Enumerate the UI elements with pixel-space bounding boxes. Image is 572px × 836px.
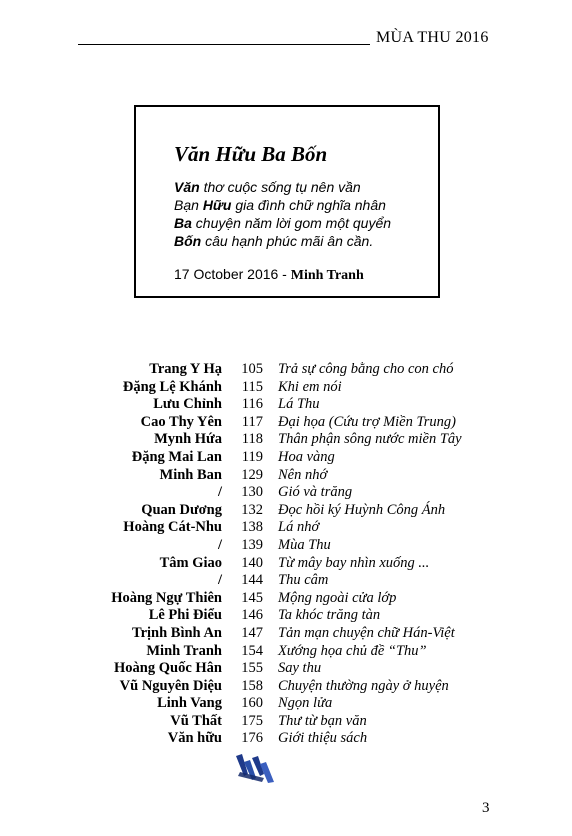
toc-work-title: Thư từ bạn văn [278, 712, 367, 729]
toc-row [0, 678, 572, 696]
toc-page-number: 145 [241, 589, 263, 606]
toc-page-number: 119 [241, 448, 263, 465]
toc-row [0, 379, 572, 397]
toc-row [0, 467, 572, 485]
toc-work-title: Trả sự công bằng cho con chó [278, 361, 454, 377]
toc-page-number: 117 [241, 413, 263, 430]
toc-row [0, 607, 572, 625]
toc-page-number: 139 [241, 536, 263, 553]
poem-line: Văn thơ cuộc sống tụ nên vần [174, 179, 361, 195]
toc-row [0, 361, 572, 379]
header-title: MÙA THU 2016 [376, 29, 489, 46]
toc-row [0, 414, 572, 432]
toc-page-number: 118 [241, 431, 263, 448]
toc-row [0, 730, 572, 748]
toc-author: Hoàng Cát-Nhu [123, 519, 222, 536]
toc-page-number: 132 [241, 501, 263, 518]
toc-work-title: Lá nhớ [278, 519, 320, 536]
toc-author: Hoàng Ngự Thiên [111, 589, 222, 606]
toc-author: Minh Ban [159, 466, 222, 483]
toc-work-title: Tản mạn chuyện chữ Hán-Việt [278, 624, 455, 641]
toc-work-title: Ngọn lửa [278, 695, 333, 712]
toc-row [0, 572, 572, 590]
toc-page-number: 105 [241, 361, 263, 377]
toc-work-title: Say thu [278, 660, 322, 677]
toc-author: Trịnh Bình An [131, 624, 222, 641]
toc-author: Cao Thy Yên [140, 413, 222, 430]
toc-work-title: Khi em nói [278, 378, 342, 395]
toc-row [0, 713, 572, 731]
toc-work-title: Chuyện thường ngày ở huyện [278, 677, 449, 694]
toc-author: Linh Vang [157, 695, 222, 712]
poem-author: Minh Tranh [290, 268, 364, 283]
toc-page-number: 144 [241, 572, 263, 589]
toc-page-number: 160 [241, 695, 263, 712]
toc-work-title: Hoa vàng [278, 448, 335, 465]
toc-row [0, 431, 572, 449]
toc-page-number: 129 [241, 466, 263, 483]
toc-row [0, 484, 572, 502]
toc-author: / [217, 536, 222, 553]
toc-author: Minh Tranh [146, 642, 222, 659]
toc-work-title: Đại họa (Cứu trợ Miền Trung) [278, 413, 456, 430]
toc-author: Mynh Hứa [154, 431, 222, 448]
poem-line: Bạn Hữu gia đình chữ nghĩa nhân [174, 197, 386, 213]
toc-page-number: 115 [241, 378, 263, 395]
poem-title: Văn Hữu Ba Bốn [174, 142, 328, 166]
toc-page-number: 130 [241, 484, 263, 501]
poem-signature [174, 266, 364, 284]
toc-author: / [217, 484, 222, 501]
toc-row [0, 555, 572, 573]
toc-work-title: Ta khóc trăng tàn [278, 607, 381, 624]
toc-work-title: Giới thiệu sách [278, 730, 368, 747]
toc-author: Vũ Thất [170, 712, 222, 729]
toc-work-title: Gió và trăng [278, 484, 353, 501]
toc-page-number: 147 [241, 624, 263, 641]
toc-work-title: Mùa Thu [278, 536, 331, 553]
toc-author: Trang Y Hạ [149, 361, 222, 377]
toc-row [0, 695, 572, 713]
toc-row [0, 396, 572, 414]
toc-page-number: 140 [241, 554, 263, 571]
toc-page-number: 176 [241, 730, 263, 747]
toc-row [0, 449, 572, 467]
toc-work-title: Mộng ngoài cửa lớp [278, 589, 397, 606]
toc-row [0, 537, 572, 555]
toc-row [0, 590, 572, 608]
toc-page-number: 155 [241, 660, 263, 677]
toc-page-number: 158 [241, 677, 263, 694]
page-number: 3 [482, 800, 490, 816]
poem-line: Ba chuyện năm lời gom một quyển [174, 215, 392, 231]
toc-author: Tâm Giao [159, 554, 222, 571]
toc-page-number: 146 [241, 607, 263, 624]
poem-box [134, 105, 440, 298]
poem-date: 17 October 2016 - [174, 266, 291, 282]
toc-work-title: Xướng họa chủ đề “Thu” [278, 642, 427, 659]
toc-page-number: 116 [241, 396, 263, 413]
header-rule [78, 44, 370, 45]
toc-author: Lưu Chỉnh [153, 396, 222, 413]
table-of-contents [0, 361, 572, 748]
toc-author: Đặng Lệ Khánh [122, 378, 222, 395]
toc-row [0, 643, 572, 661]
toc-page-number: 154 [241, 642, 263, 659]
toc-work-title: Thu câm [278, 572, 329, 589]
poem-lines [174, 178, 391, 250]
toc-author: Quan Dương [141, 501, 222, 518]
toc-row [0, 519, 572, 537]
toc-work-title: Đọc hồi ký Huỳnh Công Ánh [278, 501, 446, 518]
poem-line: Bốn câu hạnh phúc mãi ân cần. [174, 233, 374, 249]
toc-author: / [217, 572, 222, 589]
toc-author: Hoàng Quốc Hân [114, 660, 222, 677]
toc-author: Lê Phi Điểu [148, 607, 222, 624]
toc-page-number: 138 [241, 519, 263, 536]
toc-work-title: Nên nhớ [278, 466, 328, 483]
toc-work-title: Thân phận sông nước miền Tây [278, 431, 462, 448]
toc-row [0, 660, 572, 678]
toc-author: Vũ Nguyên Diệu [119, 677, 222, 694]
toc-row [0, 502, 572, 520]
toc-work-title: Từ mây bay nhìn xuống ... [278, 554, 430, 571]
toc-author: Văn hữu [167, 730, 222, 747]
vanhuu-logo-icon [234, 752, 276, 784]
toc-author: Đặng Mai Lan [131, 448, 222, 465]
toc-row [0, 625, 572, 643]
toc-work-title: Lá Thu [278, 396, 320, 413]
toc-page-number: 175 [241, 712, 263, 729]
